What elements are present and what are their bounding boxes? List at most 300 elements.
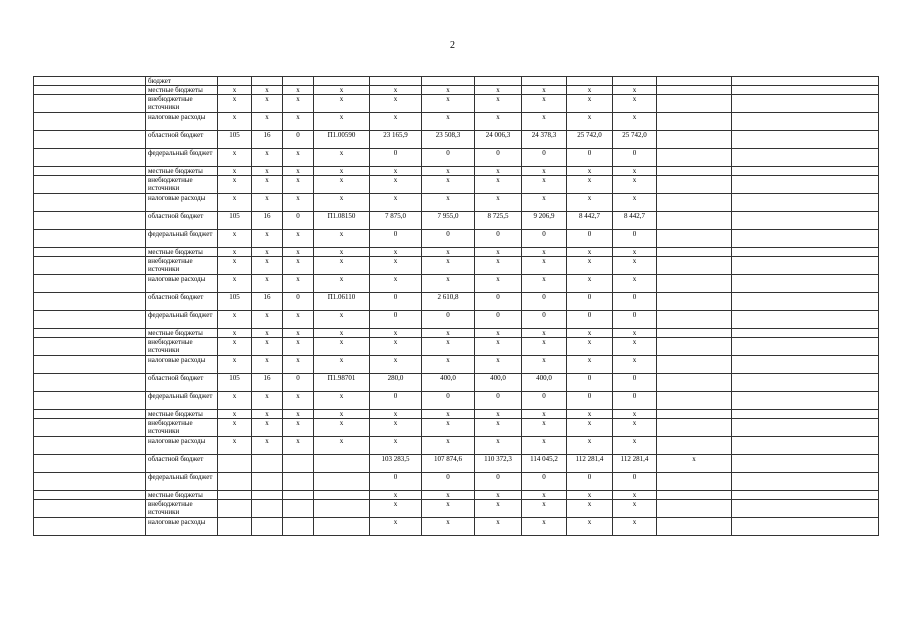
table-cell <box>252 455 283 473</box>
row-group-cell <box>34 167 146 176</box>
table-cell <box>314 77 370 86</box>
table-cell <box>283 491 314 500</box>
table-row <box>34 176 879 194</box>
table-cell: х <box>522 86 567 95</box>
table-cell: 0 <box>567 293 613 311</box>
table-cell: х <box>252 437 283 455</box>
table-cell: 112 281,4 <box>567 455 613 473</box>
table-row <box>34 194 879 212</box>
table-cell: х <box>218 419 252 437</box>
executor-cell <box>732 419 879 437</box>
table-cell: х <box>314 176 370 194</box>
row-label: налоговые расходы <box>146 194 218 212</box>
table-cell: х <box>218 392 252 410</box>
note-cell <box>657 491 732 500</box>
table-cell: П1.00590 <box>314 131 370 149</box>
table-cell: х <box>475 194 522 212</box>
table-cell: 0 <box>283 374 314 392</box>
executor-cell <box>732 410 879 419</box>
table-cell <box>422 77 475 86</box>
table-cell: х <box>218 437 252 455</box>
table-cell: х <box>370 356 422 374</box>
table-cell: х <box>422 248 475 257</box>
table-cell: х <box>567 437 613 455</box>
row-group-cell <box>34 212 146 230</box>
note-cell <box>657 329 732 338</box>
row-group-cell <box>34 518 146 536</box>
table-cell: х <box>283 410 314 419</box>
table-cell: х <box>567 194 613 212</box>
row-group-cell <box>34 86 146 95</box>
table-cell: 0 <box>613 473 657 491</box>
table-cell: 0 <box>283 131 314 149</box>
executor-cell <box>732 131 879 149</box>
row-label: внебюджетные источники <box>146 95 218 113</box>
table-cell: х <box>613 257 657 275</box>
table-cell: 0 <box>475 311 522 329</box>
table-cell <box>314 500 370 518</box>
table-row <box>34 473 879 491</box>
executor-cell <box>732 212 879 230</box>
table-cell: х <box>370 329 422 338</box>
table-cell: х <box>613 338 657 356</box>
table-cell: х <box>613 167 657 176</box>
table-cell: 107 874,6 <box>422 455 475 473</box>
table-cell: х <box>567 176 613 194</box>
table-cell: х <box>613 113 657 131</box>
row-label: внебюджетные источники <box>146 338 218 356</box>
note-cell <box>657 95 732 113</box>
row-group-cell <box>34 230 146 248</box>
table-cell: х <box>475 176 522 194</box>
table-cell: 105 <box>218 131 252 149</box>
table-cell: 0 <box>522 293 567 311</box>
table-row <box>34 455 879 473</box>
table-cell: х <box>613 86 657 95</box>
table-cell: 16 <box>252 212 283 230</box>
page-number: 2 <box>450 40 455 51</box>
row-group-cell <box>34 338 146 356</box>
row-label: внебюджетные источники <box>146 257 218 275</box>
note-cell <box>657 392 732 410</box>
row-label: федеральный бюджет <box>146 311 218 329</box>
table-cell: х <box>567 410 613 419</box>
row-group-cell <box>34 491 146 500</box>
row-group-cell <box>34 176 146 194</box>
executor-cell <box>732 473 879 491</box>
row-label: федеральный бюджет <box>146 392 218 410</box>
table-cell: 114 045,2 <box>522 455 567 473</box>
table-cell: х <box>613 275 657 293</box>
table-row <box>34 86 879 95</box>
table-cell: х <box>613 500 657 518</box>
table-cell: х <box>314 86 370 95</box>
note-cell <box>657 248 732 257</box>
row-label: областной бюджет <box>146 455 218 473</box>
table-cell: х <box>567 167 613 176</box>
table-cell: 280,0 <box>370 374 422 392</box>
table-cell: х <box>370 194 422 212</box>
table-cell: х <box>422 356 475 374</box>
table-cell: х <box>218 257 252 275</box>
executor-cell <box>732 194 879 212</box>
table-cell: х <box>475 86 522 95</box>
row-group-cell <box>34 149 146 167</box>
table-cell: х <box>314 311 370 329</box>
table-cell: х <box>283 419 314 437</box>
table-cell: 0 <box>370 392 422 410</box>
row-group-cell <box>34 194 146 212</box>
executor-cell <box>732 500 879 518</box>
row-label: бюджет <box>146 77 218 86</box>
table-cell: 9 206,9 <box>522 212 567 230</box>
row-label: федеральный бюджет <box>146 230 218 248</box>
table-cell: х <box>252 167 283 176</box>
note-cell <box>657 356 732 374</box>
table-cell: х <box>422 113 475 131</box>
row-group-cell <box>34 500 146 518</box>
row-label: областной бюджет <box>146 293 218 311</box>
table-cell: 0 <box>422 392 475 410</box>
table-cell: 400,0 <box>422 374 475 392</box>
table-cell: х <box>567 275 613 293</box>
table-cell <box>218 455 252 473</box>
row-label: местные бюджеты <box>146 248 218 257</box>
table-cell <box>567 77 613 86</box>
table-cell: 400,0 <box>475 374 522 392</box>
table-cell: 8 442,7 <box>613 212 657 230</box>
table-cell: х <box>370 518 422 536</box>
table-cell <box>252 473 283 491</box>
table-cell: х <box>522 275 567 293</box>
table-cell: х <box>422 518 475 536</box>
table-cell <box>522 77 567 86</box>
note-cell: х <box>657 455 732 473</box>
row-label: областной бюджет <box>146 131 218 149</box>
row-group-cell <box>34 455 146 473</box>
table-cell: 0 <box>567 149 613 167</box>
table-cell: х <box>475 518 522 536</box>
table-cell: 0 <box>522 392 567 410</box>
table-cell: х <box>422 329 475 338</box>
table-cell: х <box>370 437 422 455</box>
table-cell: х <box>422 86 475 95</box>
table-cell: х <box>252 248 283 257</box>
table-cell: х <box>567 329 613 338</box>
table-cell: х <box>218 356 252 374</box>
table-cell: х <box>283 437 314 455</box>
table-cell: х <box>314 248 370 257</box>
table-cell: 0 <box>370 311 422 329</box>
table-cell: 8 725,5 <box>475 212 522 230</box>
executor-cell <box>732 338 879 356</box>
table-cell: 0 <box>613 293 657 311</box>
table-cell: х <box>370 167 422 176</box>
table-cell: х <box>314 194 370 212</box>
row-group-cell <box>34 473 146 491</box>
table-cell: х <box>567 95 613 113</box>
row-label: местные бюджеты <box>146 86 218 95</box>
table-cell: х <box>218 149 252 167</box>
table-cell: х <box>522 95 567 113</box>
table-cell: х <box>522 257 567 275</box>
executor-cell <box>732 167 879 176</box>
table-row <box>34 212 879 230</box>
table-cell: х <box>252 194 283 212</box>
table-cell: х <box>218 410 252 419</box>
table-cell <box>283 455 314 473</box>
table-cell: 0 <box>283 212 314 230</box>
table-cell: 0 <box>475 473 522 491</box>
table-row <box>34 518 879 536</box>
table-cell: х <box>567 518 613 536</box>
table-cell: 0 <box>567 392 613 410</box>
table-cell: х <box>422 167 475 176</box>
table-row <box>34 356 879 374</box>
row-label: местные бюджеты <box>146 491 218 500</box>
table-cell: х <box>370 338 422 356</box>
table-cell: х <box>567 113 613 131</box>
note-cell <box>657 500 732 518</box>
executor-cell <box>732 518 879 536</box>
table-cell: х <box>422 176 475 194</box>
table-cell: 0 <box>567 473 613 491</box>
table-cell: х <box>314 275 370 293</box>
table-cell: 0 <box>422 149 475 167</box>
table-cell: х <box>522 176 567 194</box>
table-cell <box>314 518 370 536</box>
note-cell <box>657 176 732 194</box>
table-cell: х <box>613 329 657 338</box>
table-cell: 16 <box>252 131 283 149</box>
table-cell: х <box>613 176 657 194</box>
table-row <box>34 437 879 455</box>
table-cell: 0 <box>422 311 475 329</box>
row-label: внебюджетные источники <box>146 500 218 518</box>
table-cell: х <box>613 356 657 374</box>
table-row <box>34 500 879 518</box>
executor-cell <box>732 311 879 329</box>
table-cell <box>218 473 252 491</box>
executor-cell <box>732 248 879 257</box>
table-cell: х <box>422 257 475 275</box>
table-cell: х <box>218 275 252 293</box>
table-row <box>34 77 879 86</box>
table-cell: х <box>522 113 567 131</box>
table-cell: х <box>283 356 314 374</box>
table-row <box>34 257 879 275</box>
table-cell: 0 <box>613 374 657 392</box>
table-cell: х <box>218 167 252 176</box>
table-cell: х <box>522 500 567 518</box>
table-cell: х <box>283 329 314 338</box>
table-cell: х <box>370 113 422 131</box>
row-group-cell <box>34 95 146 113</box>
table-cell: х <box>283 149 314 167</box>
table-cell: х <box>422 419 475 437</box>
row-label: местные бюджеты <box>146 167 218 176</box>
table-cell: 24 378,3 <box>522 131 567 149</box>
table-cell: х <box>475 419 522 437</box>
table-cell: х <box>314 410 370 419</box>
table-cell: 0 <box>567 374 613 392</box>
table-cell: 25 742,0 <box>567 131 613 149</box>
note-cell <box>657 518 732 536</box>
table-cell: 24 006,3 <box>475 131 522 149</box>
table-cell: х <box>613 419 657 437</box>
note-cell <box>657 167 732 176</box>
row-group-cell <box>34 131 146 149</box>
table-cell: 7 955,0 <box>422 212 475 230</box>
note-cell <box>657 113 732 131</box>
row-group-cell <box>34 311 146 329</box>
row-label: налоговые расходы <box>146 356 218 374</box>
table-cell: 16 <box>252 293 283 311</box>
executor-cell <box>732 437 879 455</box>
table-cell: х <box>567 86 613 95</box>
table-cell: х <box>522 518 567 536</box>
note-cell <box>657 374 732 392</box>
executor-cell <box>732 356 879 374</box>
executor-cell <box>732 176 879 194</box>
table-cell: х <box>218 113 252 131</box>
table-cell: х <box>567 248 613 257</box>
table-cell: 0 <box>422 230 475 248</box>
row-group-cell <box>34 248 146 257</box>
row-label: налоговые расходы <box>146 437 218 455</box>
row-group-cell <box>34 257 146 275</box>
table-cell: х <box>567 491 613 500</box>
table-cell: х <box>283 338 314 356</box>
table-cell: х <box>522 248 567 257</box>
table-cell: х <box>475 329 522 338</box>
note-cell <box>657 230 732 248</box>
executor-cell <box>732 86 879 95</box>
table-cell: х <box>252 410 283 419</box>
row-label: внебюджетные источники <box>146 176 218 194</box>
table-cell: 0 <box>522 473 567 491</box>
executor-cell <box>732 113 879 131</box>
table-cell: 0 <box>370 473 422 491</box>
table-cell: х <box>252 95 283 113</box>
table-row <box>34 419 879 437</box>
row-group-cell <box>34 419 146 437</box>
table-cell: х <box>314 338 370 356</box>
table-cell: 0 <box>370 149 422 167</box>
note-cell <box>657 437 732 455</box>
table-cell: х <box>422 410 475 419</box>
table-cell: х <box>314 167 370 176</box>
table-cell: 23 508,3 <box>422 131 475 149</box>
note-cell <box>657 77 732 86</box>
table-row <box>34 491 879 500</box>
table-cell: х <box>283 311 314 329</box>
table-cell <box>283 500 314 518</box>
table-cell: 0 <box>613 392 657 410</box>
table-cell: х <box>522 491 567 500</box>
table-cell: х <box>314 437 370 455</box>
table-row <box>34 293 879 311</box>
table-cell: 400,0 <box>522 374 567 392</box>
table-row <box>34 131 879 149</box>
table-cell: х <box>252 230 283 248</box>
table-cell: х <box>522 356 567 374</box>
table-cell: 103 283,5 <box>370 455 422 473</box>
table-cell: х <box>283 248 314 257</box>
table-cell: х <box>370 491 422 500</box>
note-cell <box>657 410 732 419</box>
table-cell: х <box>314 356 370 374</box>
table-cell: х <box>218 176 252 194</box>
table-cell <box>252 77 283 86</box>
table-cell: х <box>283 113 314 131</box>
note-cell <box>657 293 732 311</box>
table-cell: х <box>613 437 657 455</box>
table-cell: П1.06110 <box>314 293 370 311</box>
table-cell <box>283 518 314 536</box>
table-cell: 0 <box>522 311 567 329</box>
executor-cell <box>732 293 879 311</box>
table-cell: х <box>522 419 567 437</box>
row-label: областной бюджет <box>146 374 218 392</box>
table-row <box>34 230 879 248</box>
table-cell: х <box>252 149 283 167</box>
table-cell: х <box>522 437 567 455</box>
table-cell <box>283 473 314 491</box>
table-cell: х <box>314 329 370 338</box>
table-row <box>34 275 879 293</box>
table-cell: х <box>422 95 475 113</box>
table-cell: х <box>252 392 283 410</box>
table-cell: х <box>314 230 370 248</box>
table-cell <box>314 455 370 473</box>
table-cell: х <box>252 338 283 356</box>
table-cell: х <box>370 257 422 275</box>
table-cell: х <box>475 257 522 275</box>
table-cell: 0 <box>613 149 657 167</box>
table-cell: х <box>218 338 252 356</box>
table-cell <box>218 518 252 536</box>
table-cell: 112 281,4 <box>613 455 657 473</box>
table-cell: х <box>475 338 522 356</box>
table-cell: х <box>314 257 370 275</box>
executor-cell <box>732 275 879 293</box>
table-cell: х <box>613 410 657 419</box>
table-row <box>34 311 879 329</box>
table-cell: 105 <box>218 374 252 392</box>
table-cell: х <box>370 500 422 518</box>
table-cell: П1.08150 <box>314 212 370 230</box>
executor-cell <box>732 374 879 392</box>
table-cell: х <box>314 392 370 410</box>
table-cell: х <box>613 518 657 536</box>
table-cell: х <box>252 275 283 293</box>
table-cell <box>218 500 252 518</box>
table-cell: 23 165,9 <box>370 131 422 149</box>
row-label: федеральный бюджет <box>146 149 218 167</box>
table-row <box>34 149 879 167</box>
table-cell: х <box>567 356 613 374</box>
table-cell: 8 442,7 <box>567 212 613 230</box>
table-cell: 0 <box>522 230 567 248</box>
table-cell: х <box>218 329 252 338</box>
table-cell: х <box>475 491 522 500</box>
table-cell: х <box>370 275 422 293</box>
executor-cell <box>732 392 879 410</box>
table-cell: х <box>422 275 475 293</box>
note-cell <box>657 212 732 230</box>
table-cell: х <box>252 356 283 374</box>
